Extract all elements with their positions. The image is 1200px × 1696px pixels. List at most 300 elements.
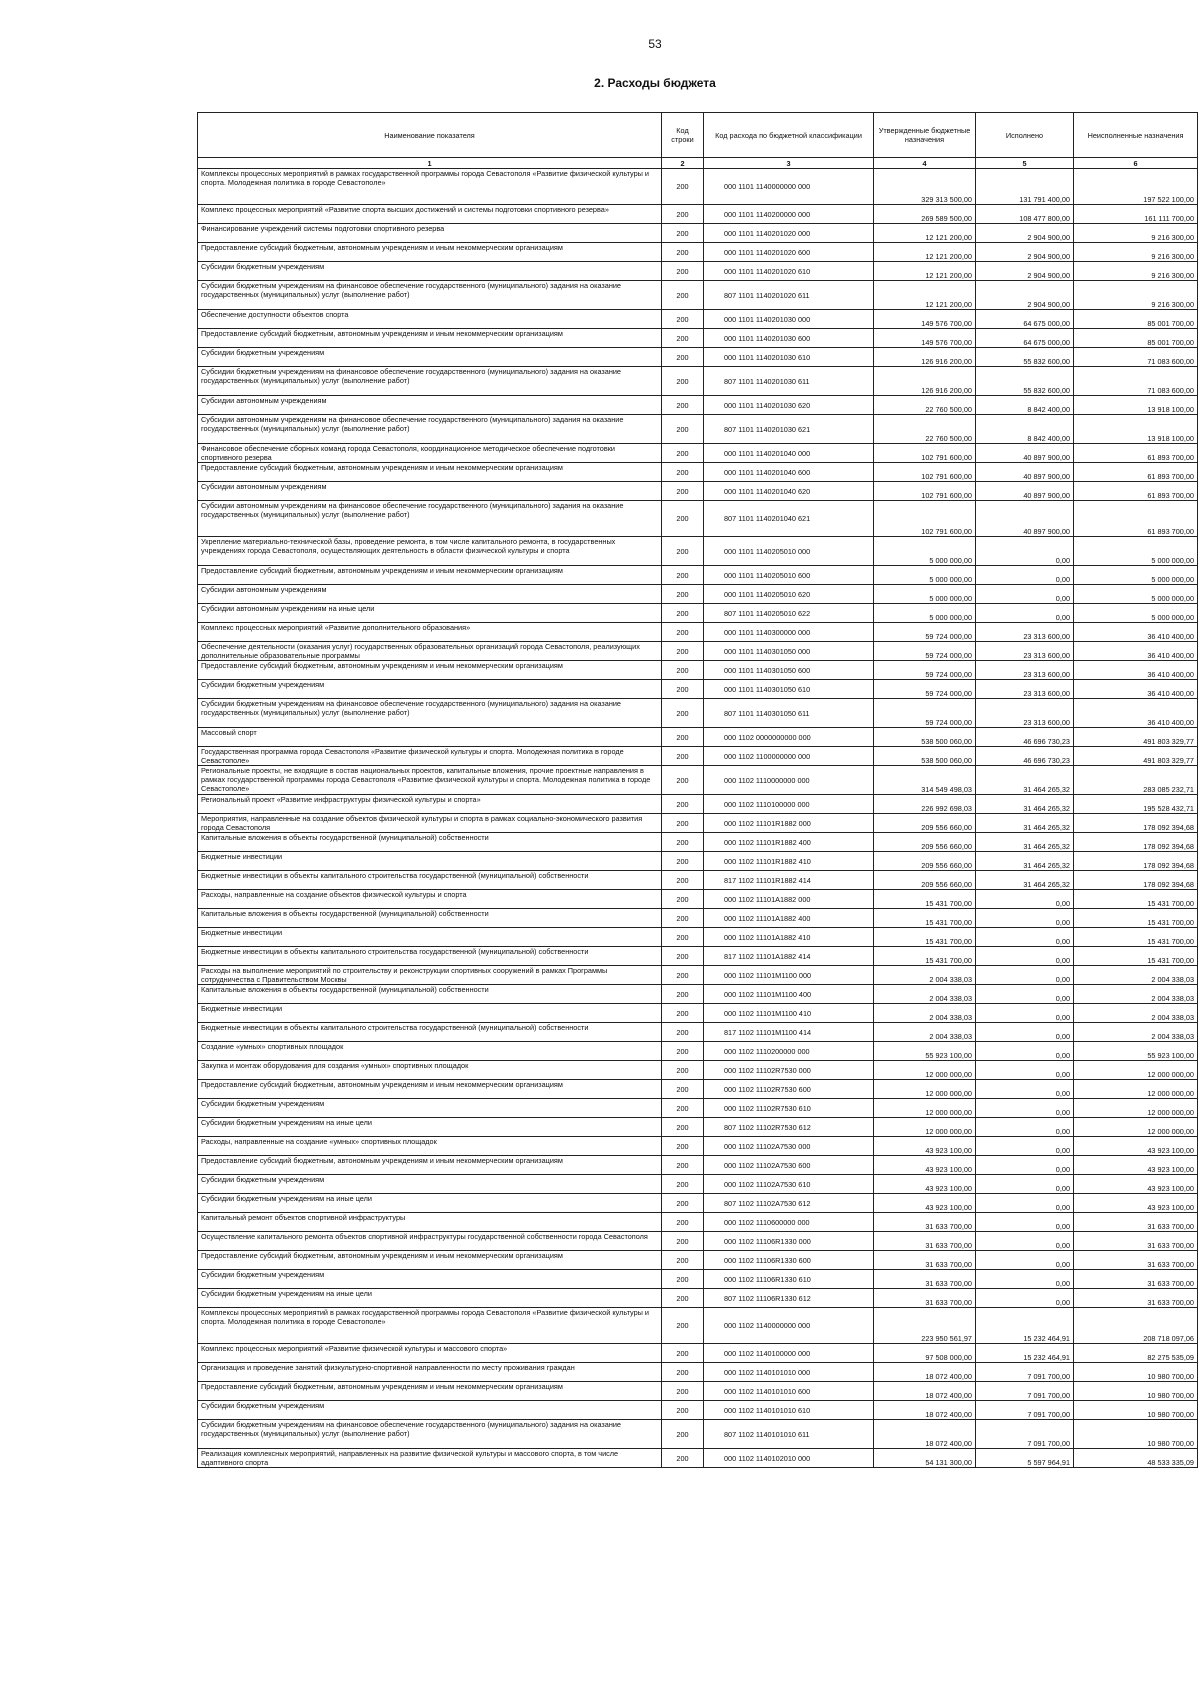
- table-row: [198, 224, 1198, 243]
- row-budget-code: 000 1101 1140201040 000: [704, 444, 874, 463]
- row-approved: 538 500 060,00: [874, 747, 976, 766]
- row-line-code: 200: [662, 795, 704, 814]
- row-line-code: 200: [662, 728, 704, 747]
- row-budget-code: 000 1102 11102R7530 600: [704, 1080, 874, 1099]
- row-name: Субсидии автономным учреждениям: [198, 482, 662, 501]
- table-row: [198, 1308, 1198, 1344]
- row-budget-code: 000 1102 1100000000 000: [704, 747, 874, 766]
- row-unexecuted: 61 893 700,00: [1074, 482, 1198, 501]
- header-executed: Исполнено: [976, 113, 1074, 158]
- row-unexecuted: 9 216 300,00: [1074, 243, 1198, 262]
- row-budget-code: 000 1102 11102A7530 000: [704, 1137, 874, 1156]
- row-executed: 15 232 464,91: [976, 1344, 1074, 1363]
- row-name: Субсидии автономным учреждениям: [198, 396, 662, 415]
- row-budget-code: 000 1102 1110100000 000: [704, 795, 874, 814]
- row-line-code: 200: [662, 348, 704, 367]
- col-number: 2: [662, 158, 704, 169]
- row-name: Бюджетные инвестиции: [198, 852, 662, 871]
- row-line-code: 200: [662, 642, 704, 661]
- row-approved: 18 072 400,00: [874, 1382, 976, 1401]
- table-row: [198, 661, 1198, 680]
- row-approved: 31 633 700,00: [874, 1232, 976, 1251]
- row-executed: 0,00: [976, 947, 1074, 966]
- row-name: Предоставление субсидий бюджетным, автономным учреждениям и иным некоммерческим организациям: [198, 1156, 662, 1175]
- row-name: Капитальный ремонт объектов спортивной инфраструктуры: [198, 1213, 662, 1232]
- row-approved: 209 556 660,00: [874, 833, 976, 852]
- row-line-code: 200: [662, 205, 704, 224]
- row-name: Финансирование учреждений системы подготовки спортивного резерва: [198, 224, 662, 243]
- table-row: [198, 1363, 1198, 1382]
- row-executed: 7 091 700,00: [976, 1420, 1074, 1449]
- row-budget-code: 000 1101 1140201030 600: [704, 329, 874, 348]
- row-unexecuted: 61 893 700,00: [1074, 463, 1198, 482]
- row-line-code: 200: [662, 310, 704, 329]
- row-approved: 59 724 000,00: [874, 680, 976, 699]
- row-unexecuted: 178 092 394,68: [1074, 833, 1198, 852]
- header-unexecuted: Неисполненные назначения: [1074, 113, 1198, 158]
- row-unexecuted: 48 533 335,09: [1074, 1449, 1198, 1468]
- row-unexecuted: 43 923 100,00: [1074, 1194, 1198, 1213]
- row-line-code: 200: [662, 585, 704, 604]
- row-line-code: 200: [662, 1004, 704, 1023]
- table-row: [198, 205, 1198, 224]
- row-approved: 43 923 100,00: [874, 1137, 976, 1156]
- row-approved: 55 923 100,00: [874, 1042, 976, 1061]
- row-budget-code: 000 1102 11106R1330 600: [704, 1251, 874, 1270]
- header-line-code: Код строки: [662, 113, 704, 158]
- row-name: Субсидии бюджетным учреждениям: [198, 680, 662, 699]
- table-row: [198, 699, 1198, 728]
- row-executed: 31 464 265,32: [976, 814, 1074, 833]
- row-unexecuted: 2 004 338,03: [1074, 1004, 1198, 1023]
- row-budget-code: 807 1102 11102A7530 612: [704, 1194, 874, 1213]
- row-name: Капитальные вложения в объекты государственной (муниципальной) собственности: [198, 833, 662, 852]
- row-unexecuted: 10 980 700,00: [1074, 1420, 1198, 1449]
- row-name: Создание «умных» спортивных площадок: [198, 1042, 662, 1061]
- table-row: [198, 1042, 1198, 1061]
- row-unexecuted: 5 000 000,00: [1074, 604, 1198, 623]
- row-approved: 223 950 561,97: [874, 1308, 976, 1344]
- row-name: Субсидии бюджетным учреждениям: [198, 1099, 662, 1118]
- row-approved: 59 724 000,00: [874, 699, 976, 728]
- row-executed: 0,00: [976, 890, 1074, 909]
- row-name: Государственная программа города Севастополя «Развитие физической культуры и спорта. Молодежная политика в городе Севастополе»: [198, 747, 662, 766]
- table-row: [198, 262, 1198, 281]
- table-row: [198, 444, 1198, 463]
- row-line-code: 200: [662, 699, 704, 728]
- row-approved: 54 131 300,00: [874, 1449, 976, 1468]
- table-row: [198, 463, 1198, 482]
- row-executed: 0,00: [976, 1194, 1074, 1213]
- row-approved: 329 313 500,00: [874, 169, 976, 205]
- row-name: Субсидии автономным учреждениям: [198, 585, 662, 604]
- col-number: 4: [874, 158, 976, 169]
- row-unexecuted: 61 893 700,00: [1074, 444, 1198, 463]
- table-row: [198, 728, 1198, 747]
- row-budget-code: 000 1102 11101A1882 400: [704, 909, 874, 928]
- row-line-code: 200: [662, 890, 704, 909]
- row-line-code: 200: [662, 1042, 704, 1061]
- table-row: [198, 871, 1198, 890]
- row-name: Предоставление субсидий бюджетным, автономным учреждениям и иным некоммерческим организациям: [198, 329, 662, 348]
- row-budget-code: 000 1101 1140201040 620: [704, 482, 874, 501]
- row-unexecuted: 15 431 700,00: [1074, 928, 1198, 947]
- table-row: [198, 1251, 1198, 1270]
- col-number: 6: [1074, 158, 1198, 169]
- row-executed: 7 091 700,00: [976, 1382, 1074, 1401]
- row-line-code: 200: [662, 1344, 704, 1363]
- row-executed: 0,00: [976, 1023, 1074, 1042]
- row-line-code: 200: [662, 1382, 704, 1401]
- row-executed: 0,00: [976, 1137, 1074, 1156]
- column-number-row: [198, 158, 1198, 169]
- row-approved: 31 633 700,00: [874, 1251, 976, 1270]
- row-budget-code: 000 1101 1140301050 610: [704, 680, 874, 699]
- row-executed: 0,00: [976, 1232, 1074, 1251]
- row-line-code: 200: [662, 852, 704, 871]
- table-row: [198, 966, 1198, 985]
- row-executed: 0,00: [976, 1213, 1074, 1232]
- row-name: Субсидии автономным учреждениям на иные цели: [198, 604, 662, 623]
- row-executed: 0,00: [976, 985, 1074, 1004]
- row-unexecuted: 36 410 400,00: [1074, 623, 1198, 642]
- row-budget-code: 000 1102 11102A7530 610: [704, 1175, 874, 1194]
- row-line-code: 200: [662, 1118, 704, 1137]
- row-unexecuted: 13 918 100,00: [1074, 396, 1198, 415]
- row-approved: 12 121 200,00: [874, 243, 976, 262]
- table-row: [198, 482, 1198, 501]
- row-executed: 31 464 265,32: [976, 833, 1074, 852]
- row-unexecuted: 9 216 300,00: [1074, 224, 1198, 243]
- row-executed: 31 464 265,32: [976, 766, 1074, 795]
- row-name: Реализация комплексных мероприятий, направленных на развитие физической культуры и массового спорта, в том числе адаптивного спорта: [198, 1449, 662, 1468]
- row-approved: 12 000 000,00: [874, 1118, 976, 1137]
- row-line-code: 200: [662, 833, 704, 852]
- row-unexecuted: 12 000 000,00: [1074, 1080, 1198, 1099]
- row-approved: 5 000 000,00: [874, 537, 976, 566]
- table-row: [198, 928, 1198, 947]
- row-budget-code: 807 1101 1140201040 621: [704, 501, 874, 537]
- row-approved: 2 004 338,03: [874, 1023, 976, 1042]
- row-name: Предоставление субсидий бюджетным, автономным учреждениям и иным некоммерческим организациям: [198, 566, 662, 585]
- row-executed: 131 791 400,00: [976, 169, 1074, 205]
- row-executed: 0,00: [976, 585, 1074, 604]
- row-line-code: 200: [662, 367, 704, 396]
- row-budget-code: 000 1102 11106R1330 000: [704, 1232, 874, 1251]
- row-line-code: 200: [662, 262, 704, 281]
- row-executed: 64 675 000,00: [976, 329, 1074, 348]
- row-line-code: 200: [662, 1420, 704, 1449]
- row-budget-code: 807 1102 11102R7530 612: [704, 1118, 874, 1137]
- row-approved: 149 576 700,00: [874, 329, 976, 348]
- row-line-code: 200: [662, 1213, 704, 1232]
- row-unexecuted: 15 431 700,00: [1074, 890, 1198, 909]
- row-approved: 59 724 000,00: [874, 661, 976, 680]
- row-name: Комплексы процессных мероприятий в рамках государственной программы города Севастополя «Развитие физической культуры и спорта. Молодежная политика в городе Севастополе»: [198, 1308, 662, 1344]
- row-executed: 0,00: [976, 604, 1074, 623]
- row-unexecuted: 178 092 394,68: [1074, 814, 1198, 833]
- row-unexecuted: 71 083 600,00: [1074, 348, 1198, 367]
- row-approved: 126 916 200,00: [874, 348, 976, 367]
- row-line-code: 200: [662, 537, 704, 566]
- row-name: Мероприятия, направленные на создание объектов физической культуры и спорта в рамках социально-экономического развития города Севастополя: [198, 814, 662, 833]
- table-row: [198, 909, 1198, 928]
- col-number: 1: [198, 158, 662, 169]
- row-approved: 18 072 400,00: [874, 1401, 976, 1420]
- row-budget-code: 000 1101 1140201020 600: [704, 243, 874, 262]
- table-row: [198, 747, 1198, 766]
- table-row: [198, 1118, 1198, 1137]
- row-name: Бюджетные инвестиции в объекты капитального строительства государственной (муниципальной) собственности: [198, 1023, 662, 1042]
- table-row: [198, 890, 1198, 909]
- row-approved: 5 000 000,00: [874, 566, 976, 585]
- row-line-code: 200: [662, 1137, 704, 1156]
- table-row: [198, 604, 1198, 623]
- row-executed: 0,00: [976, 1270, 1074, 1289]
- row-approved: 5 000 000,00: [874, 585, 976, 604]
- row-line-code: 200: [662, 329, 704, 348]
- row-name: Расходы, направленные на создание объектов физической культуры и спорта: [198, 890, 662, 909]
- row-approved: 12 121 200,00: [874, 224, 976, 243]
- row-executed: 46 696 730,23: [976, 747, 1074, 766]
- row-line-code: 200: [662, 566, 704, 585]
- row-budget-code: 000 1102 11106R1330 610: [704, 1270, 874, 1289]
- table-row: [198, 814, 1198, 833]
- row-budget-code: 817 1102 11101M1100 414: [704, 1023, 874, 1042]
- row-budget-code: 807 1101 1140201030 611: [704, 367, 874, 396]
- row-line-code: 200: [662, 243, 704, 262]
- row-name: Субсидии бюджетным учреждениям: [198, 348, 662, 367]
- row-name: Предоставление субсидий бюджетным, автономным учреждениям и иным некоммерческим организациям: [198, 1382, 662, 1401]
- row-name: Региональные проекты, не входящие в состав национальных проектов, капитальные вложения, прочие проектные направления в рамках государственной программы города Севастополя «Развитие физической культуры и спорта. Молодежная политика в городе Севастополе»: [198, 766, 662, 795]
- row-executed: 0,00: [976, 1042, 1074, 1061]
- row-approved: 43 923 100,00: [874, 1194, 976, 1213]
- row-budget-code: 000 1101 1140205010 620: [704, 585, 874, 604]
- table-row: [198, 1137, 1198, 1156]
- row-budget-code: 807 1102 1140101010 611: [704, 1420, 874, 1449]
- table-row: [198, 1175, 1198, 1194]
- row-executed: 31 464 265,32: [976, 871, 1074, 890]
- row-executed: 40 897 900,00: [976, 463, 1074, 482]
- row-name: Субсидии автономным учреждениям на финансовое обеспечение государственного (муниципального) задания на оказание государственных (муниципальных) услуг (выполнение работ): [198, 501, 662, 537]
- row-executed: 0,00: [976, 1080, 1074, 1099]
- row-line-code: 200: [662, 1449, 704, 1468]
- row-budget-code: 000 1102 1140101010 600: [704, 1382, 874, 1401]
- row-approved: 12 000 000,00: [874, 1080, 976, 1099]
- row-budget-code: 000 1102 1110600000 000: [704, 1213, 874, 1232]
- row-line-code: 200: [662, 463, 704, 482]
- table-row: [198, 537, 1198, 566]
- row-name: Субсидии бюджетным учреждениям на иные цели: [198, 1118, 662, 1137]
- table-row: [198, 1382, 1198, 1401]
- row-executed: 108 477 800,00: [976, 205, 1074, 224]
- row-unexecuted: 85 001 700,00: [1074, 310, 1198, 329]
- row-executed: 0,00: [976, 537, 1074, 566]
- row-name: Бюджетные инвестиции: [198, 928, 662, 947]
- row-name: Комплекс процессных мероприятий «Развитие спорта высших достижений и системы подготовки спортивного резерва»: [198, 205, 662, 224]
- row-unexecuted: 12 000 000,00: [1074, 1061, 1198, 1080]
- row-unexecuted: 2 004 338,03: [1074, 966, 1198, 985]
- row-executed: 0,00: [976, 1118, 1074, 1137]
- row-executed: 0,00: [976, 966, 1074, 985]
- row-approved: 15 431 700,00: [874, 928, 976, 947]
- row-line-code: 200: [662, 1363, 704, 1382]
- row-budget-code: 000 1102 11102R7530 610: [704, 1099, 874, 1118]
- row-budget-code: 807 1101 1140201030 621: [704, 415, 874, 444]
- row-executed: 0,00: [976, 909, 1074, 928]
- row-executed: 0,00: [976, 1156, 1074, 1175]
- row-budget-code: 817 1102 11101R1882 414: [704, 871, 874, 890]
- row-name: Субсидии бюджетным учреждениям на иные цели: [198, 1194, 662, 1213]
- row-name: Субсидии бюджетным учреждениям: [198, 262, 662, 281]
- table-row: [198, 1232, 1198, 1251]
- row-executed: 0,00: [976, 1175, 1074, 1194]
- row-budget-code: 000 1101 1140201040 600: [704, 463, 874, 482]
- row-name: Субсидии бюджетным учреждениям на финансовое обеспечение государственного (муниципального) задания на оказание государственных (муниципальных) услуг (выполнение работ): [198, 699, 662, 728]
- row-line-code: 200: [662, 1023, 704, 1042]
- row-executed: 40 897 900,00: [976, 501, 1074, 537]
- table-row: [198, 1004, 1198, 1023]
- row-approved: 5 000 000,00: [874, 604, 976, 623]
- row-unexecuted: 5 000 000,00: [1074, 566, 1198, 585]
- table-row: [198, 795, 1198, 814]
- table-row: [198, 623, 1198, 642]
- row-line-code: 200: [662, 1251, 704, 1270]
- row-unexecuted: 43 923 100,00: [1074, 1137, 1198, 1156]
- row-unexecuted: 36 410 400,00: [1074, 699, 1198, 728]
- row-executed: 0,00: [976, 1289, 1074, 1308]
- row-line-code: 200: [662, 396, 704, 415]
- table-row: [198, 1401, 1198, 1420]
- row-unexecuted: 43 923 100,00: [1074, 1175, 1198, 1194]
- row-executed: 0,00: [976, 1004, 1074, 1023]
- row-approved: 15 431 700,00: [874, 909, 976, 928]
- row-budget-code: 000 1101 1140201030 620: [704, 396, 874, 415]
- row-name: Комплекс процессных мероприятий «Развитие физической культуры и массового спорта»: [198, 1344, 662, 1363]
- row-line-code: 200: [662, 604, 704, 623]
- row-budget-code: 000 1101 1140201020 610: [704, 262, 874, 281]
- row-line-code: 200: [662, 1194, 704, 1213]
- row-name: Региональный проект «Развитие инфраструктуры физической культуры и спорта»: [198, 795, 662, 814]
- row-executed: 40 897 900,00: [976, 444, 1074, 463]
- row-budget-code: 000 1102 11101M1100 000: [704, 966, 874, 985]
- table-row: [198, 1213, 1198, 1232]
- row-budget-code: 000 1101 1140205010 600: [704, 566, 874, 585]
- table-row: [198, 1289, 1198, 1308]
- row-line-code: 200: [662, 985, 704, 1004]
- row-unexecuted: 2 004 338,03: [1074, 985, 1198, 1004]
- table-row: [198, 1420, 1198, 1449]
- row-name: Организация и проведение занятий физкультурно-спортивной направленности по месту проживания граждан: [198, 1363, 662, 1382]
- row-line-code: 200: [662, 1308, 704, 1344]
- row-budget-code: 000 1102 11101R1882 000: [704, 814, 874, 833]
- row-unexecuted: 43 923 100,00: [1074, 1156, 1198, 1175]
- row-approved: 59 724 000,00: [874, 642, 976, 661]
- table-row: [198, 985, 1198, 1004]
- row-line-code: 200: [662, 1099, 704, 1118]
- row-name: Субсидии бюджетным учреждениям на финансовое обеспечение государственного (муниципального) задания на оказание государственных (муниципальных) услуг (выполнение работ): [198, 281, 662, 310]
- row-unexecuted: 13 918 100,00: [1074, 415, 1198, 444]
- row-name: Предоставление субсидий бюджетным, автономным учреждениям и иным некоммерческим организациям: [198, 1080, 662, 1099]
- row-budget-code: 000 1102 1140000000 000: [704, 1308, 874, 1344]
- row-name: Субсидии бюджетным учреждениям на финансовое обеспечение государственного (муниципального) задания на оказание государственных (муниципальных) услуг (выполнение работ): [198, 1420, 662, 1449]
- row-budget-code: 000 1102 11102A7530 600: [704, 1156, 874, 1175]
- row-approved: 31 633 700,00: [874, 1270, 976, 1289]
- row-budget-code: 000 1102 1140102010 000: [704, 1449, 874, 1468]
- header-budget-code: Код расхода по бюджетной классификации: [704, 113, 874, 158]
- row-approved: 12 000 000,00: [874, 1061, 976, 1080]
- row-approved: 209 556 660,00: [874, 814, 976, 833]
- row-approved: 314 549 498,03: [874, 766, 976, 795]
- row-name: Массовый спорт: [198, 728, 662, 747]
- row-budget-code: 000 1101 1140201020 000: [704, 224, 874, 243]
- row-budget-code: 000 1102 0000000000 000: [704, 728, 874, 747]
- table-row: [198, 680, 1198, 699]
- row-approved: 97 508 000,00: [874, 1344, 976, 1363]
- row-executed: 55 832 600,00: [976, 348, 1074, 367]
- row-executed: 0,00: [976, 928, 1074, 947]
- row-executed: 23 313 600,00: [976, 623, 1074, 642]
- row-unexecuted: 55 923 100,00: [1074, 1042, 1198, 1061]
- row-line-code: 200: [662, 501, 704, 537]
- row-budget-code: 000 1101 1140205010 000: [704, 537, 874, 566]
- table-row: [198, 642, 1198, 661]
- row-executed: 2 904 900,00: [976, 281, 1074, 310]
- row-unexecuted: 491 803 329,77: [1074, 728, 1198, 747]
- row-line-code: 200: [662, 1270, 704, 1289]
- row-line-code: 200: [662, 482, 704, 501]
- row-budget-code: 000 1101 1140300000 000: [704, 623, 874, 642]
- row-executed: 8 842 400,00: [976, 396, 1074, 415]
- row-line-code: 200: [662, 1175, 704, 1194]
- row-budget-code: 000 1102 1140100000 000: [704, 1344, 874, 1363]
- row-approved: 22 760 500,00: [874, 396, 976, 415]
- row-name: Субсидии бюджетным учреждениям: [198, 1270, 662, 1289]
- row-name: Субсидии автономным учреждениям на финансовое обеспечение государственного (муниципального) задания на оказание государственных (муниципальных) услуг (выполнение работ): [198, 415, 662, 444]
- row-approved: 31 633 700,00: [874, 1289, 976, 1308]
- row-executed: 7 091 700,00: [976, 1363, 1074, 1382]
- row-unexecuted: 82 275 535,09: [1074, 1344, 1198, 1363]
- row-line-code: 200: [662, 747, 704, 766]
- row-unexecuted: 2 004 338,03: [1074, 1023, 1198, 1042]
- row-line-code: 200: [662, 224, 704, 243]
- row-name: Комплекс процессных мероприятий «Развитие дополнительного образования»: [198, 623, 662, 642]
- row-executed: 64 675 000,00: [976, 310, 1074, 329]
- row-unexecuted: 5 000 000,00: [1074, 585, 1198, 604]
- row-executed: 0,00: [976, 566, 1074, 585]
- row-unexecuted: 5 000 000,00: [1074, 537, 1198, 566]
- row-name: Осуществление капитального ремонта объектов спортивной инфраструктуры государственной собственности города Севастополя: [198, 1232, 662, 1251]
- row-unexecuted: 178 092 394,68: [1074, 852, 1198, 871]
- row-line-code: 200: [662, 1401, 704, 1420]
- expenses-table: [197, 112, 1198, 1468]
- table-row: [198, 1344, 1198, 1363]
- row-unexecuted: 9 216 300,00: [1074, 281, 1198, 310]
- table-row: [198, 1270, 1198, 1289]
- row-budget-code: 807 1102 11106R1330 612: [704, 1289, 874, 1308]
- row-name: Бюджетные инвестиции: [198, 1004, 662, 1023]
- row-line-code: 200: [662, 814, 704, 833]
- row-approved: 31 633 700,00: [874, 1213, 976, 1232]
- row-name: Субсидии бюджетным учреждениям: [198, 1401, 662, 1420]
- row-unexecuted: 36 410 400,00: [1074, 680, 1198, 699]
- row-unexecuted: 178 092 394,68: [1074, 871, 1198, 890]
- row-executed: 8 842 400,00: [976, 415, 1074, 444]
- row-approved: 226 992 698,03: [874, 795, 976, 814]
- row-unexecuted: 31 633 700,00: [1074, 1232, 1198, 1251]
- table-row: [198, 243, 1198, 262]
- row-budget-code: 000 1102 1140101010 000: [704, 1363, 874, 1382]
